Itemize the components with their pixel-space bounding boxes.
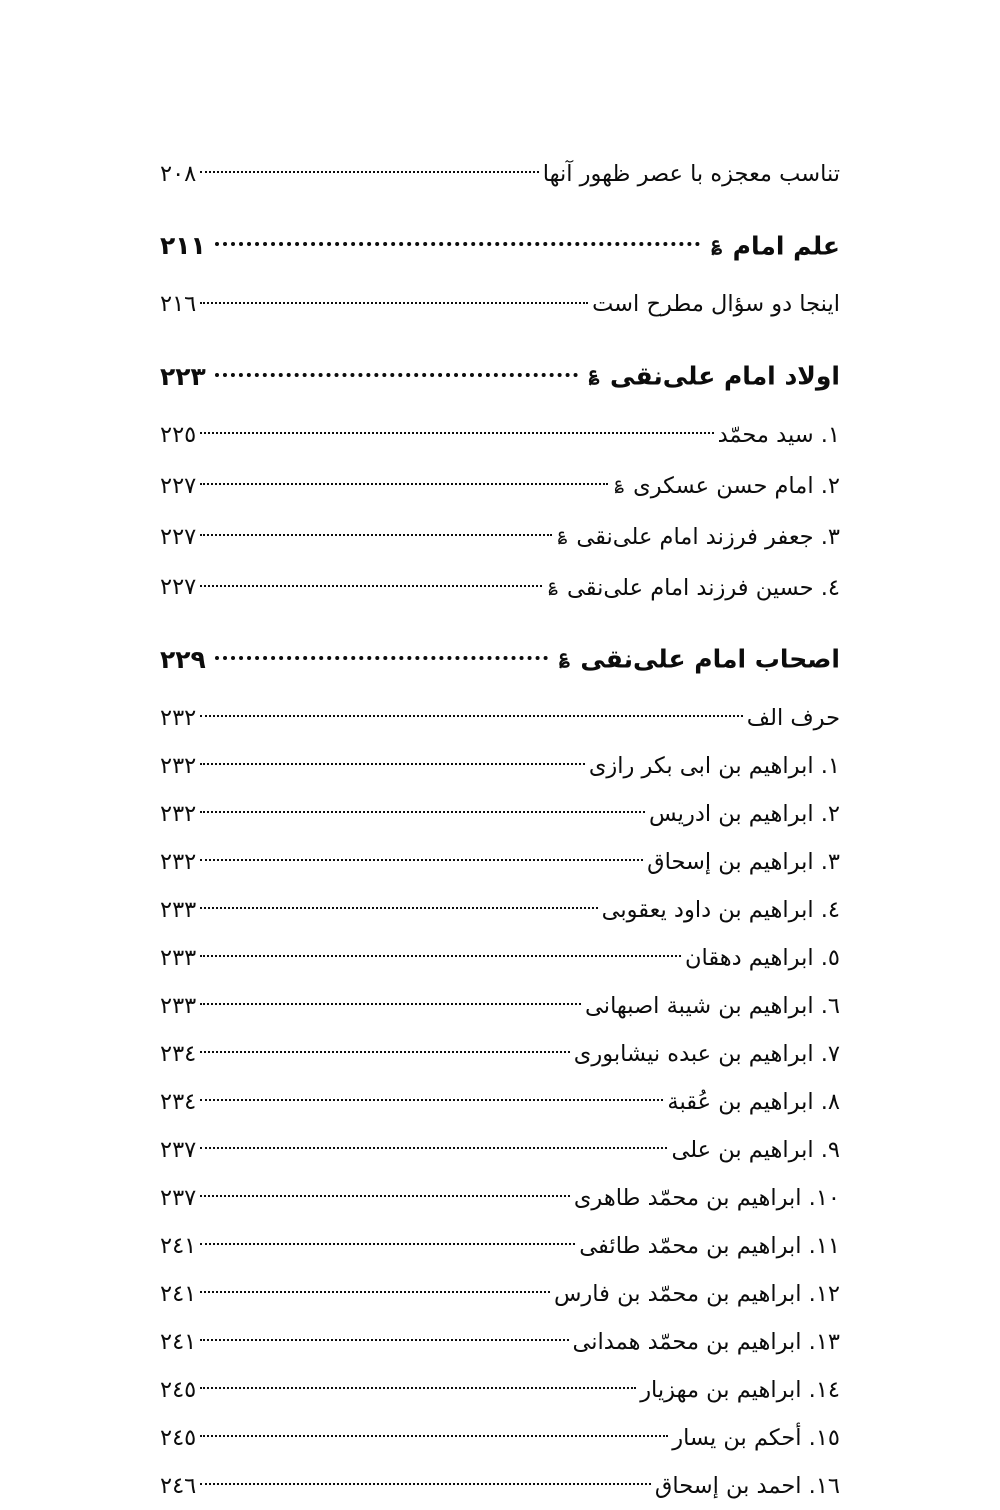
dot-leader bbox=[200, 1182, 570, 1205]
toc-page-number: ٢٣٢ bbox=[160, 848, 197, 875]
dot-leader bbox=[215, 229, 701, 254]
toc-entry-number: ٤. bbox=[820, 896, 840, 923]
toc-entry-title bbox=[747, 694, 840, 742]
honorific-icon: ؏ bbox=[557, 523, 568, 543]
toc-entry-title bbox=[602, 886, 840, 934]
toc-entry[interactable] bbox=[160, 150, 840, 198]
toc-entry-number: ٥. bbox=[820, 944, 840, 971]
toc-entry[interactable] bbox=[160, 886, 840, 934]
toc-page-number: ٢٢٣ bbox=[160, 361, 206, 391]
toc-page-number: ٢١١ bbox=[160, 231, 206, 261]
table-of-contents bbox=[160, 150, 840, 1510]
toc-page-number: ٢٠٨ bbox=[160, 161, 197, 187]
toc-entry[interactable] bbox=[160, 838, 840, 886]
dot-leader bbox=[200, 289, 588, 312]
toc-entry-label: علم امام bbox=[732, 231, 840, 261]
dot-leader bbox=[200, 1230, 575, 1253]
toc-entry-label: جعفر فرزند امام علی‌نقی bbox=[576, 523, 814, 550]
toc-entry-title bbox=[579, 1222, 840, 1270]
toc-entry-number: ٨. bbox=[820, 1088, 840, 1115]
toc-entry[interactable] bbox=[160, 934, 840, 982]
toc-entry-number: ٣. bbox=[820, 523, 840, 550]
toc-entry-label: حسین فرزند امام علی‌نقی bbox=[567, 574, 814, 601]
dot-leader bbox=[200, 846, 643, 869]
toc-entry[interactable] bbox=[160, 1270, 840, 1318]
toc-entry[interactable] bbox=[160, 1030, 840, 1078]
dot-leader bbox=[200, 1278, 550, 1301]
dot-leader bbox=[215, 643, 548, 668]
toc-section-heading[interactable] bbox=[160, 212, 840, 278]
toc-page-number: ٢٣٣ bbox=[160, 896, 197, 923]
honorific-icon: ؏ bbox=[548, 574, 558, 594]
toc-entry-title bbox=[557, 625, 840, 691]
toc-entry-number: ٧. bbox=[820, 1040, 840, 1067]
honorific-icon: ؏ bbox=[614, 472, 624, 492]
toc-entry-title bbox=[587, 342, 840, 408]
toc-entry[interactable] bbox=[160, 1462, 840, 1510]
toc-entry-label: ابراهیم بن محمّد طاهری bbox=[573, 1184, 802, 1211]
dot-leader bbox=[215, 360, 578, 385]
toc-page-number: ٢٣٢ bbox=[160, 752, 197, 779]
toc-entry-number: ٩. bbox=[820, 1136, 840, 1163]
toc-page-number: ٢١٦ bbox=[160, 291, 197, 318]
toc-entry[interactable] bbox=[160, 694, 840, 742]
toc-entry-title bbox=[543, 150, 840, 198]
toc-entry-label: ابراهیم بن علی bbox=[671, 1136, 814, 1163]
toc-entry-title bbox=[685, 934, 840, 982]
toc-entry-label: أحکم بن یسار bbox=[672, 1424, 802, 1451]
toc-entry-title bbox=[709, 212, 840, 278]
dot-leader bbox=[200, 1134, 667, 1157]
toc-entry-label: اینجا دو سؤال مطرح است bbox=[592, 291, 840, 318]
toc-entry-title bbox=[612, 459, 840, 510]
toc-entry-title bbox=[585, 982, 840, 1030]
toc-entry-label: ابراهیم بن محمّد طائفی bbox=[579, 1232, 802, 1259]
toc-entry-label: ابراهیم بن مهزیار bbox=[640, 1376, 802, 1403]
toc-page-number: ٢٣٢ bbox=[160, 704, 197, 731]
toc-entry-label: احمد بن إسحاق bbox=[654, 1472, 802, 1499]
toc-page-number: ٢٣٧ bbox=[160, 1184, 197, 1211]
toc-entry-title bbox=[556, 510, 840, 561]
toc-entry[interactable] bbox=[160, 280, 840, 328]
toc-entry[interactable] bbox=[160, 742, 840, 790]
dot-leader bbox=[200, 702, 743, 725]
toc-entry[interactable] bbox=[160, 459, 840, 510]
toc-entry-number: ٤. bbox=[820, 574, 840, 601]
toc-page-number: ٢٣٧ bbox=[160, 1136, 197, 1163]
toc-entry[interactable] bbox=[160, 1078, 840, 1126]
toc-entry-label: ابراهیم بن إسحاق bbox=[647, 848, 814, 875]
toc-entry[interactable] bbox=[160, 1366, 840, 1414]
toc-page-number: ٢٢٧ bbox=[160, 523, 197, 550]
toc-entry-title bbox=[573, 1318, 840, 1366]
toc-entry-label: تناسب معجزه با عصر ظهور آنها bbox=[542, 161, 840, 187]
toc-entry[interactable] bbox=[160, 1174, 840, 1222]
toc-entry-label: ابراهیم دهقان bbox=[684, 944, 814, 971]
toc-entry-title bbox=[647, 838, 840, 886]
toc-entry-title bbox=[574, 1030, 840, 1078]
toc-page-number: ٢٣٤ bbox=[160, 1040, 197, 1067]
toc-entry-number: ١. bbox=[820, 421, 840, 448]
toc-entry-label: ابراهیم بن داود یعقوبی bbox=[601, 896, 814, 923]
toc-entry-title bbox=[589, 742, 840, 790]
toc-entry-label: ابراهیم بن محمّد همدانی bbox=[572, 1328, 802, 1355]
toc-entry-number: ١٠. bbox=[808, 1184, 840, 1211]
dot-leader bbox=[200, 470, 608, 493]
toc-entry-label: ابراهیم بن ابی بکر رازی bbox=[588, 752, 814, 779]
dot-leader bbox=[200, 1374, 636, 1397]
dot-leader bbox=[200, 750, 585, 773]
dot-leader bbox=[200, 990, 581, 1013]
toc-page-number: ٢٢٧ bbox=[160, 574, 197, 601]
toc-entry-label: سید محمّد bbox=[717, 421, 814, 448]
toc-entry-title bbox=[554, 1270, 840, 1318]
toc-entry-number: ١٣. bbox=[808, 1328, 840, 1355]
dot-leader bbox=[200, 572, 542, 595]
toc-entry-title bbox=[672, 1414, 840, 1462]
toc-entry-label: امام حسن عسکری bbox=[633, 472, 814, 499]
toc-page-number: ٢٣٣ bbox=[160, 944, 197, 971]
toc-entry-label: ابراهیم بن عبده نیشابوری bbox=[573, 1040, 814, 1067]
toc-entry-number: ١٢. bbox=[808, 1280, 840, 1307]
dot-leader bbox=[200, 1326, 568, 1349]
toc-page-number: ٢٣٤ bbox=[160, 1088, 197, 1115]
toc-entry[interactable] bbox=[160, 982, 840, 1030]
honorific-icon: ؏ bbox=[559, 646, 570, 668]
toc-page-number: ٢٤٥ bbox=[160, 1376, 197, 1403]
toc-entry-number: ٢. bbox=[820, 800, 840, 827]
toc-entry-title bbox=[649, 790, 840, 838]
toc-entry-label: اصحاب امام علی‌نقی bbox=[580, 644, 840, 674]
toc-entry-number: ٢. bbox=[820, 472, 840, 499]
toc-entry[interactable] bbox=[160, 790, 840, 838]
toc-page-number: ٢٢٩ bbox=[160, 644, 206, 674]
honorific-icon: ؏ bbox=[711, 233, 722, 254]
toc-entry-title bbox=[640, 1366, 840, 1414]
toc-entry[interactable] bbox=[160, 411, 840, 459]
toc-entry-label: ابراهیم بن ادریس bbox=[649, 800, 814, 827]
toc-page-number: ٢٣٢ bbox=[160, 800, 197, 827]
dot-leader bbox=[200, 419, 713, 442]
dot-leader bbox=[200, 1086, 663, 1109]
toc-page-number: ٢٤١ bbox=[160, 1328, 197, 1355]
dot-leader bbox=[200, 1038, 570, 1061]
toc-entry-label: ابراهیم بن شیبة اصبهانی bbox=[585, 992, 814, 1019]
dot-leader bbox=[200, 894, 597, 917]
dot-leader bbox=[200, 1470, 651, 1493]
toc-section-heading[interactable] bbox=[160, 342, 840, 408]
toc-entry-title bbox=[574, 1174, 840, 1222]
toc-entry[interactable] bbox=[160, 1318, 840, 1366]
toc-entry-label: ابراهیم بن عُقبة bbox=[667, 1088, 814, 1115]
toc-page-number: ٢٤١ bbox=[160, 1280, 197, 1307]
toc-entry-number: ١٤. bbox=[808, 1376, 840, 1403]
toc-entry[interactable] bbox=[160, 1126, 840, 1174]
toc-entry-title bbox=[546, 561, 840, 612]
dot-leader bbox=[200, 521, 551, 544]
toc-page-number: ٢٤١ bbox=[160, 1232, 197, 1259]
toc-entry-number: ١٥. bbox=[808, 1424, 840, 1451]
toc-page-number: ٢٣٣ bbox=[160, 992, 197, 1019]
honorific-icon: ؏ bbox=[588, 363, 600, 385]
toc-entry[interactable] bbox=[160, 1414, 840, 1462]
toc-page-number: ٢٤٦ bbox=[160, 1472, 197, 1499]
toc-entry-title bbox=[671, 1126, 840, 1174]
dot-leader bbox=[200, 1422, 668, 1445]
toc-entry-number: ٣. bbox=[820, 848, 840, 875]
toc-entry[interactable] bbox=[160, 1222, 840, 1270]
toc-entry-label: اولاد امام علی‌نقی bbox=[610, 361, 840, 391]
toc-entry-title bbox=[655, 1462, 840, 1510]
dot-leader bbox=[200, 798, 645, 821]
toc-entry[interactable] bbox=[160, 510, 840, 561]
toc-entry[interactable] bbox=[160, 561, 840, 612]
toc-entry-title bbox=[718, 411, 840, 459]
toc-page-number: ٢٤٥ bbox=[160, 1424, 197, 1451]
dot-leader bbox=[200, 942, 681, 965]
toc-section-heading[interactable] bbox=[160, 625, 840, 691]
toc-entry-title bbox=[592, 280, 840, 328]
toc-entry-number: ١١. bbox=[808, 1232, 840, 1259]
toc-entry-label: ابراهیم بن محمّد بن فارس bbox=[553, 1280, 802, 1307]
toc-entry-title bbox=[667, 1078, 840, 1126]
toc-entry-number: ١. bbox=[820, 752, 840, 779]
toc-page-number: ٢٢٧ bbox=[160, 472, 197, 499]
dot-leader bbox=[200, 159, 539, 182]
toc-page-number: ٢٢٥ bbox=[160, 421, 197, 448]
toc-entry-number: ٦. bbox=[820, 992, 840, 1019]
toc-entry-number: ١٦. bbox=[808, 1472, 840, 1499]
toc-entry-label: حرف الف bbox=[746, 704, 840, 731]
